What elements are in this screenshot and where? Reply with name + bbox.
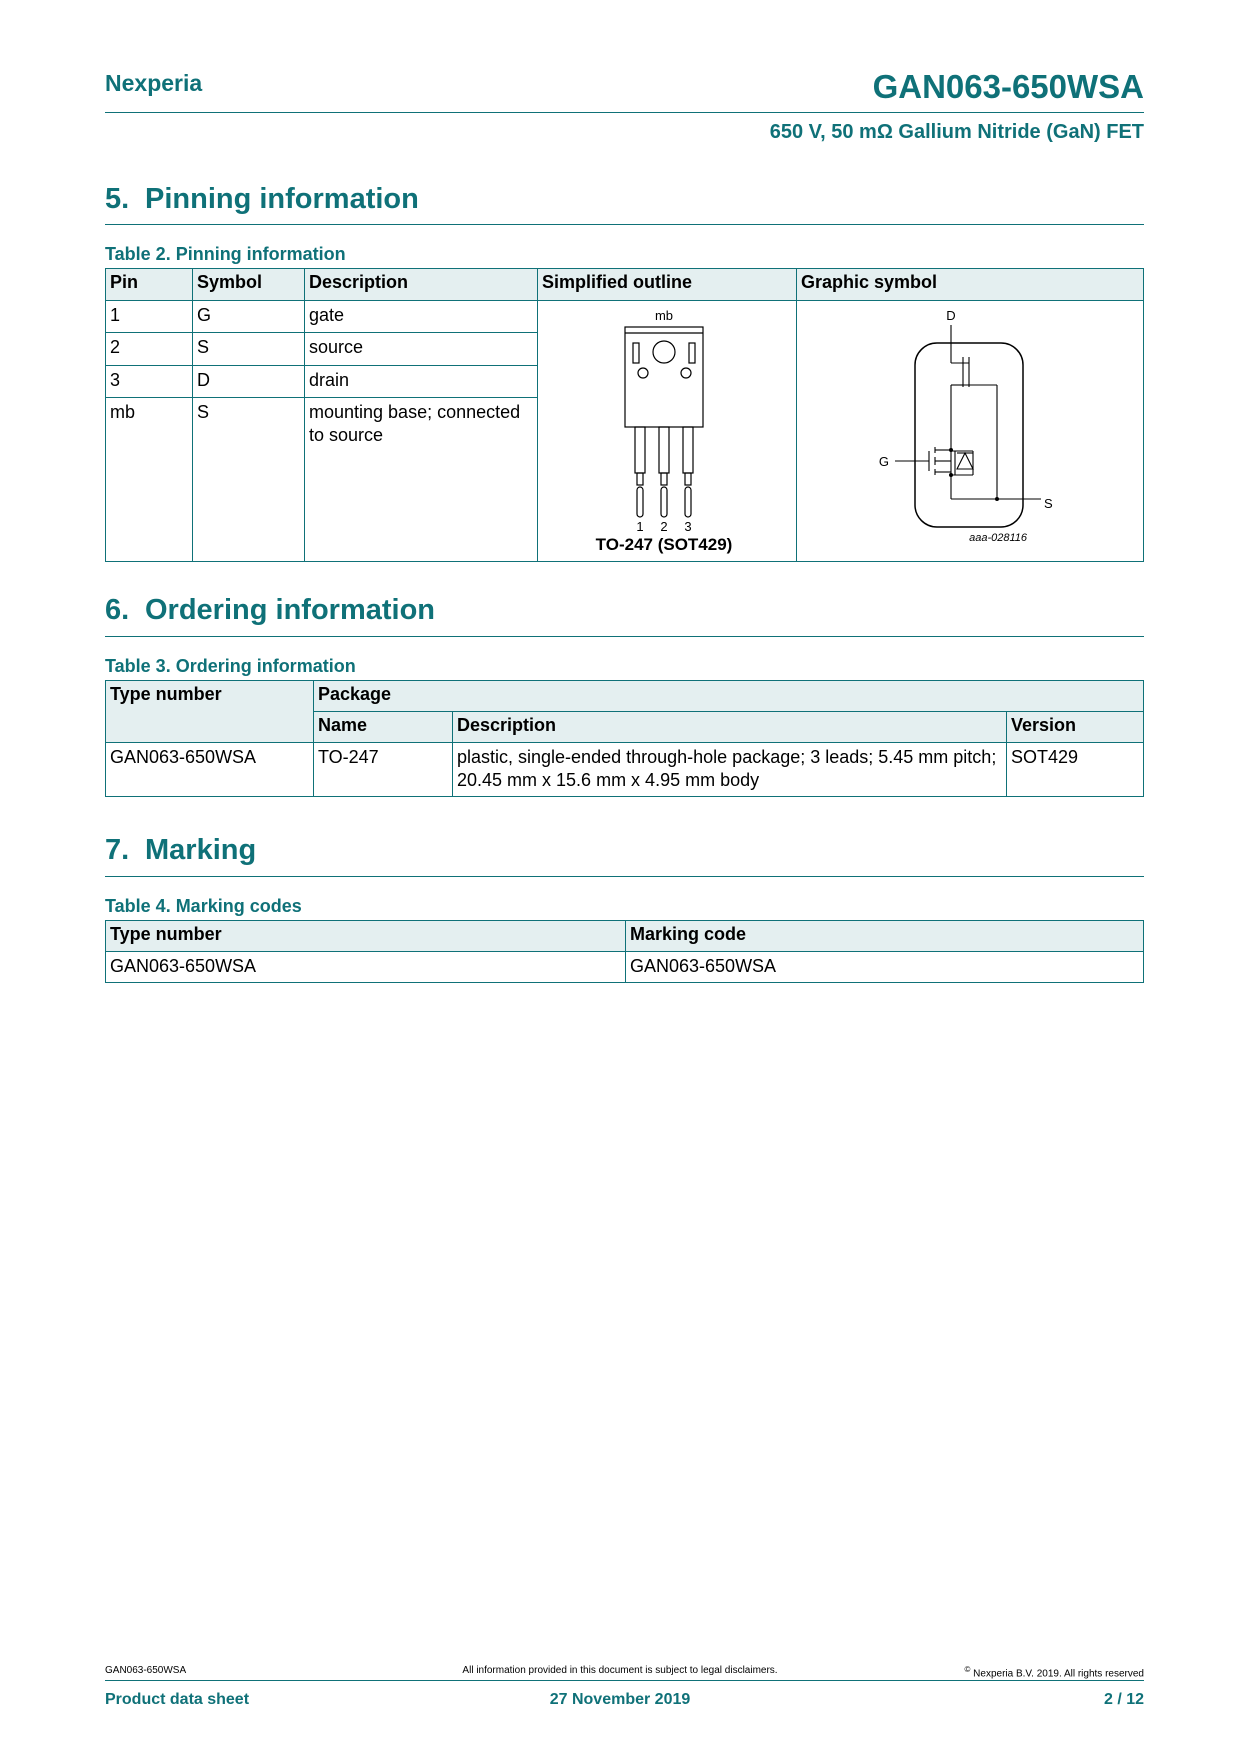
- symbol-cell: D: [193, 365, 305, 397]
- type-number-cell: GAN063-650WSA: [106, 743, 314, 797]
- pin-1-label: 1: [636, 519, 644, 534]
- column-header: Simplified outline: [538, 269, 797, 301]
- table-row: [106, 301, 1144, 333]
- footer-document-id: GAN063-650WSA: [105, 1665, 187, 1676]
- package-caption: TO-247 (SOT429): [595, 535, 733, 554]
- mounting-hole-icon: [653, 341, 675, 363]
- section-title-ordering: [105, 594, 435, 627]
- pin-cell: mb: [106, 398, 193, 562]
- footer-document-type: Product data sheet: [105, 1691, 250, 1708]
- table-caption: Table 3. Ordering information: [105, 656, 356, 676]
- package-version-cell: SOT429: [1007, 743, 1144, 797]
- marking-code-cell: GAN063-650WSA: [626, 952, 1144, 983]
- column-header: Type number: [106, 921, 626, 952]
- mb-label: mb: [654, 308, 674, 323]
- section-divider: [105, 636, 1144, 637]
- section-title-pinning: [105, 183, 419, 216]
- package-description-cell: plastic, single-ended through-hole package; 3 leads; 5.45 mm pitch; 20.45 mm x 15.6 mm x 4.95 mm body: [453, 743, 1007, 797]
- column-header: Description: [305, 269, 538, 301]
- ordering-table: [105, 680, 1144, 797]
- section-heading: Pinning information: [145, 183, 419, 215]
- pin-3-label: 3: [684, 519, 692, 534]
- footer-copyright: [964, 1665, 1144, 1679]
- section-heading: Ordering information: [145, 594, 435, 626]
- section-number: 6.: [105, 594, 130, 626]
- section-number: 5.: [105, 183, 130, 215]
- column-header: Description: [453, 712, 1007, 743]
- column-header: Symbol: [193, 269, 305, 301]
- marking-table: [105, 920, 1144, 983]
- to247-outline-drawing: [538, 301, 790, 555]
- footer-page-number: 2 / 12: [1103, 1691, 1144, 1708]
- package-body: [625, 327, 703, 427]
- package-name-cell: TO-247: [314, 743, 453, 797]
- header-divider: [105, 112, 1144, 113]
- symbol-cell: S: [193, 333, 305, 365]
- column-header: Package: [314, 681, 1144, 712]
- footer-disclaimer: All information provided in this document is subject to legal disclaimers.: [462, 1665, 778, 1676]
- description-cell: source: [305, 333, 538, 365]
- column-header: Pin: [106, 269, 193, 301]
- column-header: Type number: [106, 681, 314, 743]
- pin-cell: 1: [106, 301, 193, 333]
- gan-fet-schematic-symbol: [797, 301, 1141, 555]
- column-header: Graphic symbol: [797, 269, 1144, 301]
- pinning-table: [105, 268, 1144, 562]
- column-header: Marking code: [626, 921, 1144, 952]
- column-header: Version: [1007, 712, 1144, 743]
- document-subtitle: 650 V, 50 mΩ Gallium Nitride (GaN) FET: [769, 121, 1144, 143]
- footer-divider: [105, 1680, 1144, 1681]
- document-title: GAN063-650WSA: [872, 68, 1144, 105]
- type-number-cell: GAN063-650WSA: [106, 952, 626, 983]
- table-row: [106, 743, 1144, 797]
- copyright-text: Nexperia B.V. 2019. All rights reserved: [973, 1668, 1144, 1680]
- description-cell: drain: [305, 365, 538, 397]
- table-row: [106, 952, 1144, 983]
- graphic-symbol-cell: [797, 301, 1144, 562]
- pin-cell: 3: [106, 365, 193, 397]
- drawing-reference: aaa-028116: [969, 532, 1027, 544]
- section-heading: Marking: [145, 834, 257, 866]
- pin-cell: 2: [106, 333, 193, 365]
- column-header: Name: [314, 712, 453, 743]
- section-number: 7.: [105, 834, 130, 866]
- symbol-cell: S: [193, 398, 305, 562]
- pin-2-label: 2: [660, 519, 668, 534]
- brand-name: Nexperia: [105, 70, 203, 96]
- section-title-marking: [105, 834, 256, 867]
- section-divider: [105, 224, 1144, 225]
- table-caption: Table 2. Pinning information: [105, 244, 346, 264]
- gate-label: G: [878, 454, 889, 469]
- source-label: S: [1044, 496, 1053, 511]
- description-cell: gate: [305, 301, 538, 333]
- simplified-outline-cell: [538, 301, 797, 562]
- description-cell: mounting base; connected to source: [305, 398, 538, 562]
- symbol-cell: G: [193, 301, 305, 333]
- table-caption: Table 4. Marking codes: [105, 896, 302, 916]
- section-divider: [105, 876, 1144, 877]
- copyright-symbol: ©: [964, 1665, 971, 1674]
- drain-label: D: [946, 308, 956, 323]
- footer-date: 27 November 2019: [549, 1691, 691, 1708]
